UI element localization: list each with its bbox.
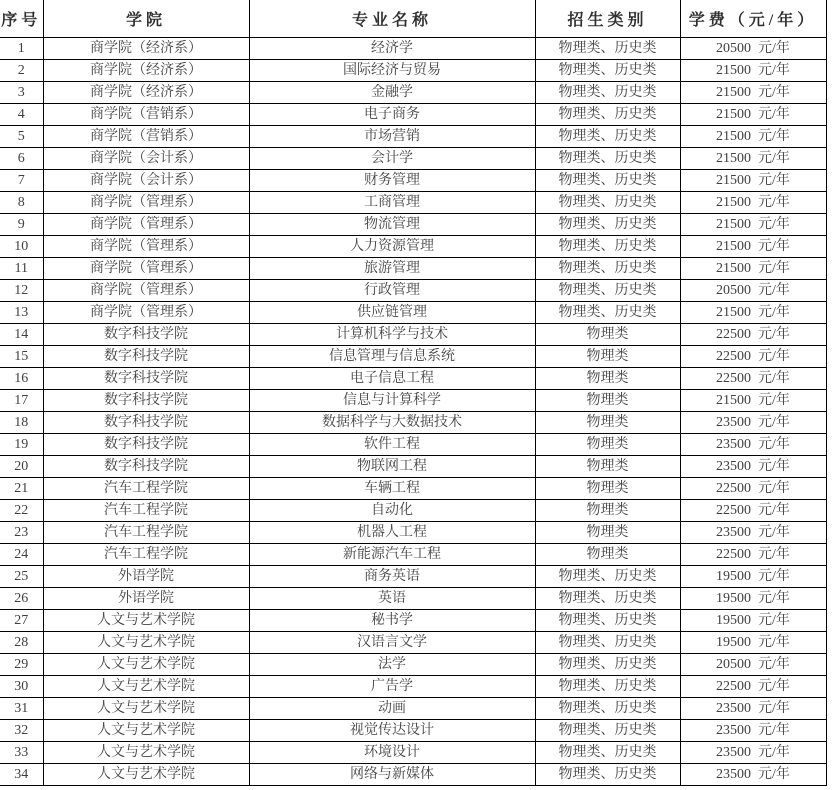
category-cell: 物理类 <box>535 368 680 390</box>
fee-cell: 22500 元/年 <box>680 500 826 522</box>
table-row <box>0 60 826 82</box>
major-cell: 电子信息工程 <box>249 368 535 390</box>
table-row <box>0 346 826 368</box>
row-number-cell: 30 <box>0 676 43 698</box>
major-cell: 信息管理与信息系统 <box>249 346 535 368</box>
category-cell: 物理类 <box>535 390 680 412</box>
college-cell: 商学院（管理系） <box>43 258 249 280</box>
row-number-cell: 33 <box>0 742 43 764</box>
fee-cell: 21500 元/年 <box>680 148 826 170</box>
table-row <box>0 38 826 60</box>
fee-cell: 19500 元/年 <box>680 566 826 588</box>
college-cell: 数字科技学院 <box>43 346 249 368</box>
college-cell: 人文与艺术学院 <box>43 764 249 786</box>
fee-cell: 22500 元/年 <box>680 368 826 390</box>
fee-cell: 23500 元/年 <box>680 522 826 544</box>
fee-cell: 21500 元/年 <box>680 192 826 214</box>
row-number-cell: 26 <box>0 588 43 610</box>
header-fee: 学费（元/年） <box>680 0 826 38</box>
category-cell: 物理类、历史类 <box>535 148 680 170</box>
category-cell: 物理类、历史类 <box>535 170 680 192</box>
row-number-cell: 4 <box>0 104 43 126</box>
category-cell: 物理类 <box>535 500 680 522</box>
category-cell: 物理类 <box>535 478 680 500</box>
row-number-cell: 11 <box>0 258 43 280</box>
major-cell: 会计学 <box>249 148 535 170</box>
college-cell: 商学院（管理系） <box>43 280 249 302</box>
college-cell: 商学院（会计系） <box>43 148 249 170</box>
category-cell: 物理类 <box>535 544 680 566</box>
table-row <box>0 764 826 786</box>
fee-cell: 21500 元/年 <box>680 60 826 82</box>
row-number-cell: 5 <box>0 126 43 148</box>
fee-cell: 20500 元/年 <box>680 280 826 302</box>
college-cell: 人文与艺术学院 <box>43 654 249 676</box>
table-row <box>0 104 826 126</box>
college-cell: 商学院（管理系） <box>43 236 249 258</box>
college-cell: 汽车工程学院 <box>43 478 249 500</box>
college-cell: 外语学院 <box>43 588 249 610</box>
header-category: 招生类别 <box>535 0 680 38</box>
header-major: 专业名称 <box>249 0 535 38</box>
category-cell: 物理类、历史类 <box>535 258 680 280</box>
table-row <box>0 214 826 236</box>
major-cell: 新能源汽车工程 <box>249 544 535 566</box>
college-cell: 人文与艺术学院 <box>43 742 249 764</box>
row-number-cell: 9 <box>0 214 43 236</box>
major-cell: 秘书学 <box>249 610 535 632</box>
major-cell: 工商管理 <box>249 192 535 214</box>
major-cell: 英语 <box>249 588 535 610</box>
fee-cell: 21500 元/年 <box>680 126 826 148</box>
table-row <box>0 610 826 632</box>
fee-cell: 22500 元/年 <box>680 346 826 368</box>
category-cell: 物理类、历史类 <box>535 698 680 720</box>
major-cell: 市场营销 <box>249 126 535 148</box>
category-cell: 物理类、历史类 <box>535 126 680 148</box>
major-cell: 机器人工程 <box>249 522 535 544</box>
fee-cell: 21500 元/年 <box>680 214 826 236</box>
table-row <box>0 676 826 698</box>
table-row <box>0 236 826 258</box>
category-cell: 物理类、历史类 <box>535 742 680 764</box>
major-cell: 行政管理 <box>249 280 535 302</box>
fee-cell: 23500 元/年 <box>680 764 826 786</box>
major-cell: 广告学 <box>249 676 535 698</box>
fee-cell: 23500 元/年 <box>680 742 826 764</box>
row-number-cell: 21 <box>0 478 43 500</box>
row-number-cell: 29 <box>0 654 43 676</box>
fee-cell: 22500 元/年 <box>680 478 826 500</box>
table-row <box>0 654 826 676</box>
table-row <box>0 258 826 280</box>
category-cell: 物理类、历史类 <box>535 610 680 632</box>
row-number-cell: 24 <box>0 544 43 566</box>
row-number-cell: 10 <box>0 236 43 258</box>
college-cell: 商学院（营销系） <box>43 104 249 126</box>
fee-cell: 22500 元/年 <box>680 324 826 346</box>
category-cell: 物理类 <box>535 522 680 544</box>
row-number-cell: 13 <box>0 302 43 324</box>
row-number-cell: 34 <box>0 764 43 786</box>
category-cell: 物理类、历史类 <box>535 588 680 610</box>
college-cell: 外语学院 <box>43 566 249 588</box>
major-cell: 自动化 <box>249 500 535 522</box>
fee-cell: 21500 元/年 <box>680 302 826 324</box>
fee-cell: 22500 元/年 <box>680 676 826 698</box>
category-cell: 物理类 <box>535 412 680 434</box>
major-cell: 软件工程 <box>249 434 535 456</box>
college-cell: 人文与艺术学院 <box>43 698 249 720</box>
category-cell: 物理类 <box>535 456 680 478</box>
major-cell: 信息与计算科学 <box>249 390 535 412</box>
major-cell: 法学 <box>249 654 535 676</box>
row-number-cell: 28 <box>0 632 43 654</box>
major-cell: 计算机科学与技术 <box>249 324 535 346</box>
fee-cell: 20500 元/年 <box>680 654 826 676</box>
table-row <box>0 566 826 588</box>
row-number-cell: 20 <box>0 456 43 478</box>
major-cell: 供应链管理 <box>249 302 535 324</box>
college-cell: 汽车工程学院 <box>43 544 249 566</box>
table-row <box>0 544 826 566</box>
major-cell: 物流管理 <box>249 214 535 236</box>
table-row <box>0 500 826 522</box>
category-cell: 物理类、历史类 <box>535 654 680 676</box>
table-row <box>0 456 826 478</box>
category-cell: 物理类、历史类 <box>535 720 680 742</box>
table-row <box>0 412 826 434</box>
major-cell: 网络与新媒体 <box>249 764 535 786</box>
row-number-cell: 8 <box>0 192 43 214</box>
row-number-cell: 32 <box>0 720 43 742</box>
category-cell: 物理类、历史类 <box>535 676 680 698</box>
category-cell: 物理类、历史类 <box>535 566 680 588</box>
table-row <box>0 720 826 742</box>
category-cell: 物理类、历史类 <box>535 632 680 654</box>
category-cell: 物理类、历史类 <box>535 302 680 324</box>
row-number-cell: 17 <box>0 390 43 412</box>
college-cell: 商学院（管理系） <box>43 302 249 324</box>
table-row <box>0 126 826 148</box>
row-number-cell: 2 <box>0 60 43 82</box>
fee-cell: 21500 元/年 <box>680 104 826 126</box>
major-cell: 旅游管理 <box>249 258 535 280</box>
major-cell: 汉语言文学 <box>249 632 535 654</box>
row-number-cell: 3 <box>0 82 43 104</box>
major-cell: 人力资源管理 <box>249 236 535 258</box>
major-cell: 电子商务 <box>249 104 535 126</box>
fee-cell: 19500 元/年 <box>680 632 826 654</box>
college-cell: 人文与艺术学院 <box>43 610 249 632</box>
row-number-cell: 19 <box>0 434 43 456</box>
fee-cell: 21500 元/年 <box>680 390 826 412</box>
fee-cell: 21500 元/年 <box>680 258 826 280</box>
college-cell: 商学院（管理系） <box>43 192 249 214</box>
category-cell: 物理类、历史类 <box>535 82 680 104</box>
table-row <box>0 434 826 456</box>
category-cell: 物理类、历史类 <box>535 764 680 786</box>
table-header <box>0 0 826 38</box>
fee-cell: 20500 元/年 <box>680 38 826 60</box>
row-number-cell: 16 <box>0 368 43 390</box>
category-cell: 物理类、历史类 <box>535 104 680 126</box>
category-cell: 物理类、历史类 <box>535 214 680 236</box>
college-cell: 商学院（会计系） <box>43 170 249 192</box>
major-cell: 动画 <box>249 698 535 720</box>
fee-cell: 21500 元/年 <box>680 236 826 258</box>
table-row <box>0 302 826 324</box>
table-row <box>0 148 826 170</box>
table-row <box>0 170 826 192</box>
table-row <box>0 280 826 302</box>
table-row <box>0 390 826 412</box>
table-row <box>0 82 826 104</box>
major-cell: 经济学 <box>249 38 535 60</box>
table-body <box>0 38 826 786</box>
major-cell: 车辆工程 <box>249 478 535 500</box>
college-cell: 商学院（营销系） <box>43 126 249 148</box>
college-cell: 数字科技学院 <box>43 390 249 412</box>
fee-cell: 23500 元/年 <box>680 456 826 478</box>
row-number-cell: 23 <box>0 522 43 544</box>
row-number-cell: 25 <box>0 566 43 588</box>
row-number-cell: 31 <box>0 698 43 720</box>
college-cell: 数字科技学院 <box>43 324 249 346</box>
major-cell: 国际经济与贸易 <box>249 60 535 82</box>
table-row <box>0 742 826 764</box>
college-cell: 汽车工程学院 <box>43 500 249 522</box>
fee-cell: 22500 元/年 <box>680 544 826 566</box>
row-number-cell: 7 <box>0 170 43 192</box>
table-row <box>0 368 826 390</box>
college-cell: 商学院（经济系） <box>43 38 249 60</box>
fee-cell: 23500 元/年 <box>680 698 826 720</box>
table-row <box>0 522 826 544</box>
fee-cell: 21500 元/年 <box>680 82 826 104</box>
table-row <box>0 324 826 346</box>
category-cell: 物理类、历史类 <box>535 236 680 258</box>
row-number-cell: 1 <box>0 38 43 60</box>
fee-cell: 23500 元/年 <box>680 720 826 742</box>
row-number-cell: 22 <box>0 500 43 522</box>
major-cell: 金融学 <box>249 82 535 104</box>
major-cell: 视觉传达设计 <box>249 720 535 742</box>
category-cell: 物理类、历史类 <box>535 192 680 214</box>
college-cell: 数字科技学院 <box>43 456 249 478</box>
row-number-cell: 15 <box>0 346 43 368</box>
fee-cell: 21500 元/年 <box>680 170 826 192</box>
major-cell: 环境设计 <box>249 742 535 764</box>
fee-cell: 19500 元/年 <box>680 610 826 632</box>
category-cell: 物理类、历史类 <box>535 38 680 60</box>
table-row <box>0 192 826 214</box>
fee-cell: 23500 元/年 <box>680 412 826 434</box>
college-cell: 数字科技学院 <box>43 434 249 456</box>
college-cell: 商学院（经济系） <box>43 60 249 82</box>
category-cell: 物理类 <box>535 434 680 456</box>
major-cell: 数据科学与大数据技术 <box>249 412 535 434</box>
row-number-cell: 12 <box>0 280 43 302</box>
college-cell: 数字科技学院 <box>43 412 249 434</box>
category-cell: 物理类 <box>535 324 680 346</box>
college-cell: 人文与艺术学院 <box>43 676 249 698</box>
major-cell: 物联网工程 <box>249 456 535 478</box>
table-row <box>0 588 826 610</box>
college-cell: 人文与艺术学院 <box>43 720 249 742</box>
category-cell: 物理类 <box>535 346 680 368</box>
row-number-cell: 14 <box>0 324 43 346</box>
major-cell: 商务英语 <box>249 566 535 588</box>
major-cell: 财务管理 <box>249 170 535 192</box>
college-cell: 商学院（管理系） <box>43 214 249 236</box>
table-row <box>0 478 826 500</box>
category-cell: 物理类、历史类 <box>535 280 680 302</box>
header-college: 学院 <box>43 0 249 38</box>
fee-cell: 19500 元/年 <box>680 588 826 610</box>
row-number-cell: 18 <box>0 412 43 434</box>
row-number-cell: 27 <box>0 610 43 632</box>
table-row <box>0 698 826 720</box>
header-row <box>0 0 826 38</box>
college-cell: 人文与艺术学院 <box>43 632 249 654</box>
table-row <box>0 632 826 654</box>
header-no: 序号 <box>0 0 43 38</box>
college-cell: 商学院（经济系） <box>43 82 249 104</box>
college-cell: 数字科技学院 <box>43 368 249 390</box>
category-cell: 物理类、历史类 <box>535 60 680 82</box>
row-number-cell: 6 <box>0 148 43 170</box>
fee-cell: 23500 元/年 <box>680 434 826 456</box>
college-cell: 汽车工程学院 <box>43 522 249 544</box>
